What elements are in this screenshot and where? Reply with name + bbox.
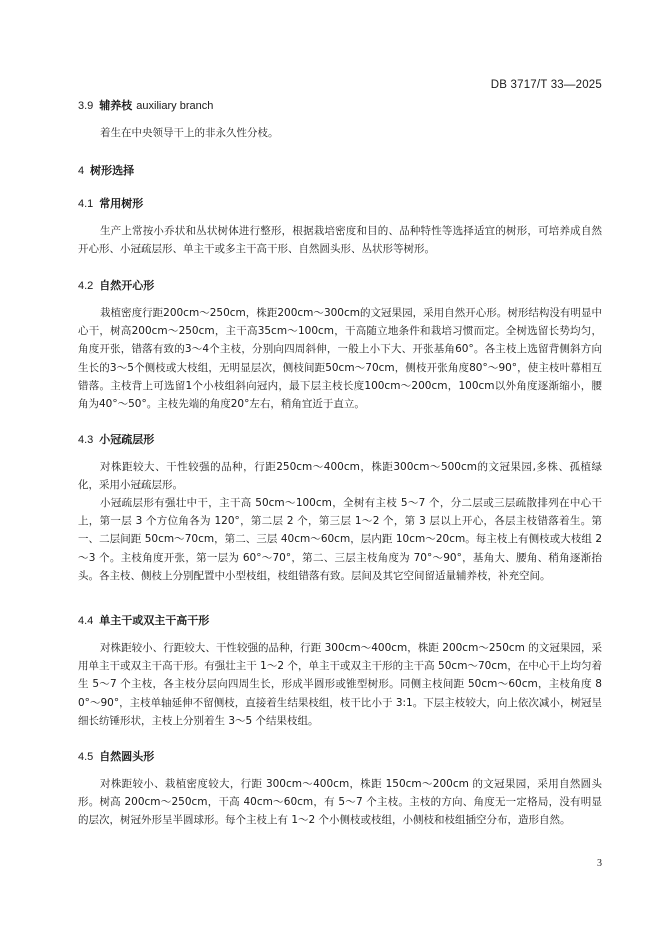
heading-title: 自然开心形 bbox=[99, 279, 155, 292]
page-number: 3 bbox=[597, 858, 602, 869]
heading-number: 4.5 bbox=[78, 751, 94, 763]
heading-number: 4 bbox=[78, 165, 85, 177]
paragraph-4-1: 生产上常按小乔状和丛状树体进行整形，根据栽培密度和目的、品种特性等选择适宜的树形，可培养成自然开心形、小冠疏层形、单主干或多主干高干形、自然圆头形、丛状形等树形。 bbox=[78, 225, 602, 256]
heading-number: 4.2 bbox=[78, 280, 94, 292]
heading-title: 自然圆头形 bbox=[99, 750, 155, 763]
heading-4-2 bbox=[78, 277, 154, 293]
heading-4-1 bbox=[78, 195, 143, 211]
paragraph-3-9: 着生在中央领导干上的非永久性分枝。 bbox=[100, 127, 279, 139]
heading-title: 树形选择 bbox=[90, 164, 135, 177]
heading-number: 4.3 bbox=[78, 434, 94, 446]
heading-title: 常用树形 bbox=[99, 197, 144, 210]
paragraph-4-2: 栽植密度行距200cm～250cm，株距200cm～300cm的文冠果园，采用自然开心形。树形结构没有明显中心干，树高200cm～250cm，主干高35cm～100cm，干高随立地条件和栽培习惯而定。全树选留长势均匀，角度开张，错落有致的3～4个主枝，分别向四周斜伸，一般上小下大、开张基角60°。各主枝上选留背侧斜方向生长的3～5个侧枝或大枝组，无明显层次，侧枝间距50cm～70cm，侧枝开张角度80°～90°，使主枝叶幕相互错落。主枝背上可选留1个小枝组斜向冠内，最下层主枝长度100cm～200cm，100cm以外角度逐渐缩小，腰角为40°～50°。主枝先端的角度20°左右，稍角宜近于直立。 bbox=[78, 307, 602, 411]
heading-3-9 bbox=[78, 97, 213, 113]
paragraph-4-5: 对株距较小、栽植密度较大，行距 300cm～400cm，株距 150cm～200cm 的文冠果园，采用自然圆头形。树高 200cm～250cm，干高 40cm～60cm，有 5～7 个主枝。主枝的方向、角度无一定格局，没有明显的层次，树冠外形呈半圆球形。每个主枝上有 1～2 个小侧枝或枝组，小侧枝和枝组插空分布，造形自然。 bbox=[78, 778, 602, 827]
paragraph-4-3-a: 对株距较大、干性较强的品种，行距250cm～400cm，株距300cm～500cm的文冠果园,多株、孤植绿化，采用小冠疏层形。 bbox=[78, 461, 602, 492]
heading-title: 小冠疏层形 bbox=[99, 433, 155, 446]
heading-4-3 bbox=[78, 431, 154, 447]
heading-number: 4.1 bbox=[78, 198, 94, 210]
heading-4 bbox=[78, 162, 134, 178]
heading-number: 3.9 bbox=[78, 100, 94, 112]
paragraph-4-4: 对株距较小、行距较大、干性较强的品种，行距 300cm～400cm，株距 200cm～250cm 的文冠果园，采用单主干或双主干高干形。有强壮主干 1～2 个，单主干或双主干形的主干高 50cm～70cm，在中心干上均匀着生 5～7 个主枝，各主枝分层向四周生长，形成半圆形或锥型树形。同侧主枝间距 50cm～60cm，主枝角度 80°～90°，主枝单轴延伸不留侧枝，直接着生结果枝组，枝干比小于 3:1。下层主枝较大，向上依次减小，树冠呈细长纺锤形状，主枝上分别着生 3～5 个结果枝组。 bbox=[78, 642, 602, 727]
heading-number: 4.4 bbox=[78, 615, 94, 627]
heading-4-5 bbox=[78, 748, 154, 764]
paragraph-4-3-b: 小冠疏层形有强壮中干，主干高 50cm～100cm，全树有主枝 5～7 个，分二层或三层疏散排列在中心干上，第一层 3 个方位角各为 120°，第二层 2 个，第三层 1～2 个，第 3 层以上开心，各层主枝错落着生。第一、二层间距 50cm～70cm，第二、三层 40cm～60cm，层内距 10cm～20cm。每主枝上有侧枝或大枝组 2～3 个。主枝角度开张，第一层为 60°～70°，第二、三层主枝角度为 70°～90°，基角大、腰角、稍角逐渐抬头。各主枝、侧枝上分别配置中小型枝组，枝组错落有致。层间及其它空间留适量辅养枝，补充空间。 bbox=[78, 497, 602, 582]
heading-title-en: auxiliary branch bbox=[136, 100, 214, 112]
document-code: DB 3717/T 33—2025 bbox=[490, 79, 602, 91]
heading-4-4 bbox=[78, 612, 209, 628]
heading-title: 单主干或双主干高干形 bbox=[99, 614, 210, 627]
heading-title: 辅养枝 bbox=[99, 99, 133, 112]
